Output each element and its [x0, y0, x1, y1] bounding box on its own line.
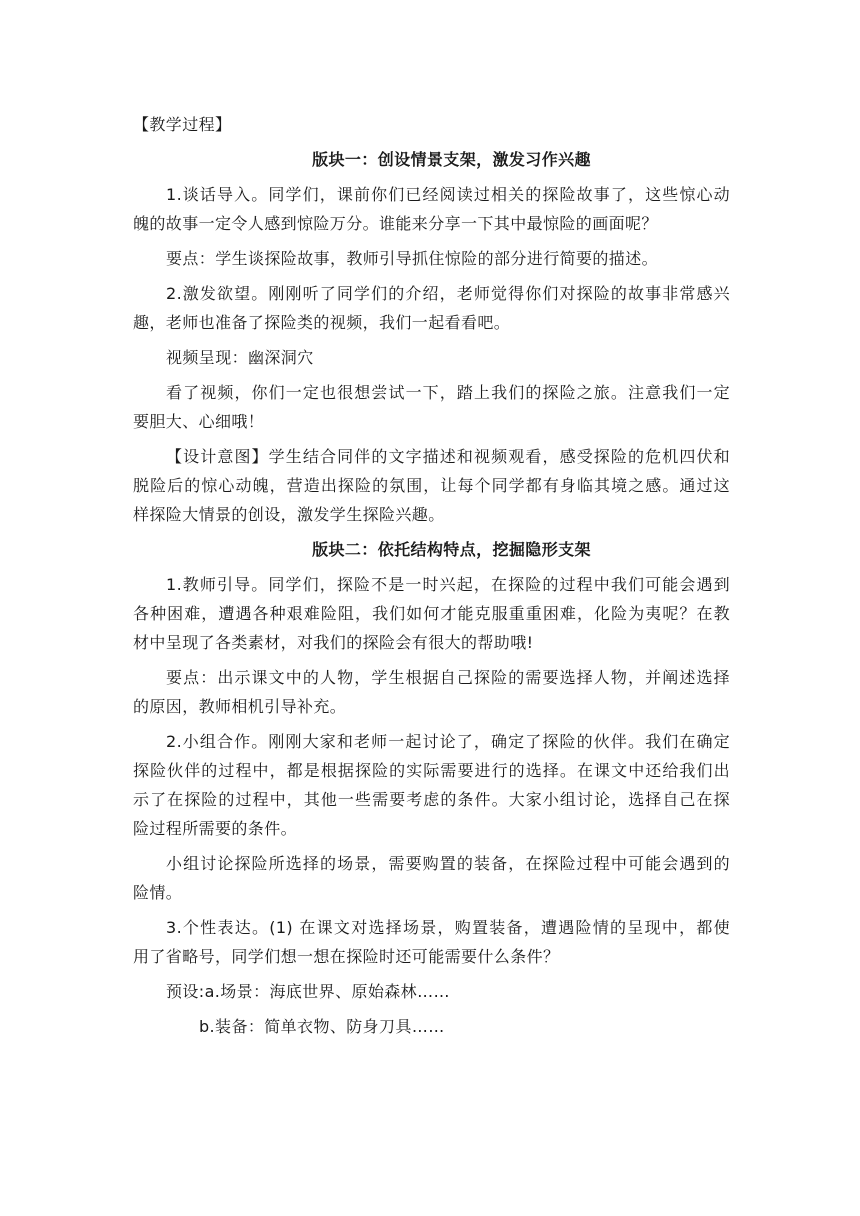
text-line: 1.谈话导入。同学们，课前你们已经阅读过相关的探险故事了，这些惊心动 — [166, 185, 730, 204]
text-line: 用了省略号，同学们想一想在探险时还可能需要什么条件？ — [133, 947, 560, 966]
paragraph-group-work — [133, 727, 730, 843]
text-line: 样探险大情景的创设，激发学生探险兴趣。 — [133, 505, 445, 524]
text-line: 的原因，教师相机引导补充。 — [133, 697, 347, 716]
text-line: 1.教师引导。同学们，探险不是一时兴起，在探险的过程中我们可能会遇到 — [166, 575, 730, 594]
text-line: 魄的故事一定令人感到惊险万分。谁能来分享一下其中最惊险的画面呢？ — [133, 214, 658, 233]
text-line: 3.个性表达。(1) 在课文对选择场景，购置装备，遭遇险情的呈现中，都使 — [166, 918, 730, 937]
paragraph-keypoint — [133, 244, 730, 273]
paragraph-teacher-guide — [133, 570, 730, 657]
text-line: 2.激发欲望。刚刚听了同学们的介绍，老师觉得你们对探险的故事非常感兴 — [166, 284, 730, 303]
paragraph-design-intent — [133, 442, 730, 529]
text-line: 趣，老师也准备了探险类的视频，我们一起看看吧。 — [133, 313, 511, 332]
text-line: 险情。 — [133, 883, 183, 902]
paragraph-motivate — [133, 279, 730, 337]
section-heading-2: 版块二：依托结构特点，挖掘隐形支架 — [312, 540, 591, 559]
paragraph-group-discussion — [133, 849, 730, 907]
section-heading-1: 版块一：创设情景支架，激发习作兴趣 — [312, 150, 591, 169]
paragraph-preset-equipment — [133, 1012, 730, 1041]
paragraph-keypoint-2 — [133, 663, 730, 721]
text-line: 险过程所需要的条件。 — [133, 819, 298, 838]
text-line: 预设:a.场景：海底世界、原始森林…… — [166, 982, 450, 1001]
text-line: 要点：学生谈探险故事，教师引导抓住惊险的部分进行简要的描述。 — [166, 249, 659, 268]
text-line: 材中呈现了各类素材，对我们的探险会有很大的帮助哦! — [133, 633, 534, 652]
text-line: 各种困难，遭遇各种艰难险阻，我们如何才能克服重重困难，化险为夷呢？在教 — [133, 604, 730, 623]
paragraph-preset-scene — [133, 977, 730, 1006]
paragraph-after-video — [133, 378, 730, 436]
text-line: 要胆大、心细哦！ — [133, 412, 265, 431]
paragraph-video — [133, 343, 730, 372]
text-line: 2.小组合作。刚刚大家和老师一起讨论了，确定了探险的伙伴。我们在确定 — [166, 732, 730, 751]
text-line: 【设计意图】学生结合同伴的文字描述和视频观看，感受探险的危机四伏和 — [166, 447, 730, 466]
paragraph-expression — [133, 913, 730, 971]
text-line: 看了视频，你们一定也很想尝试一下，踏上我们的探险之旅。注意我们一定 — [166, 383, 730, 402]
text-line: 小组讨论探险所选择的场景，需要购置的装备，在探险过程中可能会遇到的 — [166, 854, 730, 873]
text-line: 视频呈现：幽深洞穴 — [166, 348, 314, 367]
text-line: 要点：出示课文中的人物，学生根据自己探险的需要选择人物，并阐述选择 — [166, 668, 730, 687]
text-line: 脱险后的惊心动魄，营造出探险的氛围，让每个同学都有身临其境之感。通过这 — [133, 476, 730, 495]
document-body — [133, 110, 730, 1041]
process-title: 【教学过程】 — [133, 115, 232, 134]
text-line: b.装备：简单衣物、防身刀具…… — [199, 1017, 445, 1036]
text-line: 探险伙伴的过程中，都是根据探险的实际需要进行的选择。在课文中还给我们出 — [133, 761, 730, 780]
text-line: 示了在探险的过程中，其他一些需要考虑的条件。大家小组讨论，选择自己在探 — [133, 790, 730, 809]
paragraph-intro — [133, 180, 730, 238]
